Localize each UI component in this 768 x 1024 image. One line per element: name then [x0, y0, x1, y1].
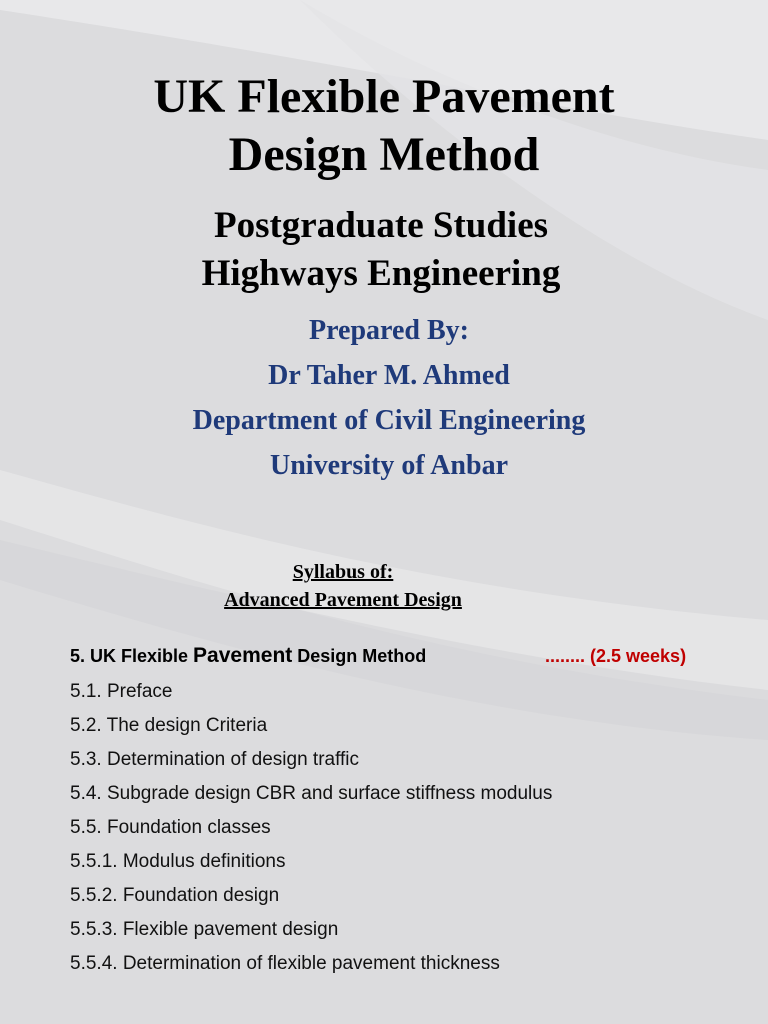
syllabus-heading: Syllabus of:	[292, 561, 394, 583]
list-item: 5.1. Preface	[70, 681, 173, 702]
syllabus-heading-block	[0, 558, 686, 614]
subtitle-line-2: Highways Engineering	[201, 253, 561, 294]
list-item: 5.4. Subgrade design CBR and surface stiffness modulus	[70, 783, 553, 804]
topic-suffix: Design Method	[292, 646, 427, 666]
slide-subtitle	[0, 202, 762, 298]
slide-title	[0, 68, 768, 184]
topic-duration: ........ (2.5 weeks)	[545, 646, 687, 666]
list-item: 5.5.3. Flexible pavement design	[70, 919, 339, 940]
author-name: Dr Taher M. Ahmed	[268, 360, 510, 391]
topic-prefix: 5. UK Flexible	[70, 646, 194, 666]
syllabus-item-list	[70, 678, 552, 984]
list-item: 5.3. Determination of design traffic	[70, 749, 360, 770]
topic-emphasis: Pavement	[193, 644, 293, 667]
list-item: 5.2. The design Criteria	[70, 715, 268, 736]
author-university: University of Anbar	[270, 450, 508, 481]
prepared-by-label: Prepared By:	[309, 315, 469, 346]
syllabus-course: Advanced Pavement Design	[224, 589, 462, 611]
title-line-1: UK Flexible Pavement	[153, 70, 615, 123]
author-department: Department of Civil Engineering	[192, 405, 586, 436]
list-item: 5.5.4. Determination of flexible pavement thickness	[70, 953, 500, 974]
title-line-2: Design Method	[228, 128, 540, 181]
list-item: 5.5.1. Modulus definitions	[70, 851, 286, 872]
author-block	[0, 308, 768, 488]
list-item: 5.5. Foundation classes	[70, 817, 271, 838]
subtitle-line-1: Postgraduate Studies	[213, 205, 549, 246]
list-item: 5.5.2. Foundation design	[70, 885, 280, 906]
topic-heading	[70, 642, 750, 670]
